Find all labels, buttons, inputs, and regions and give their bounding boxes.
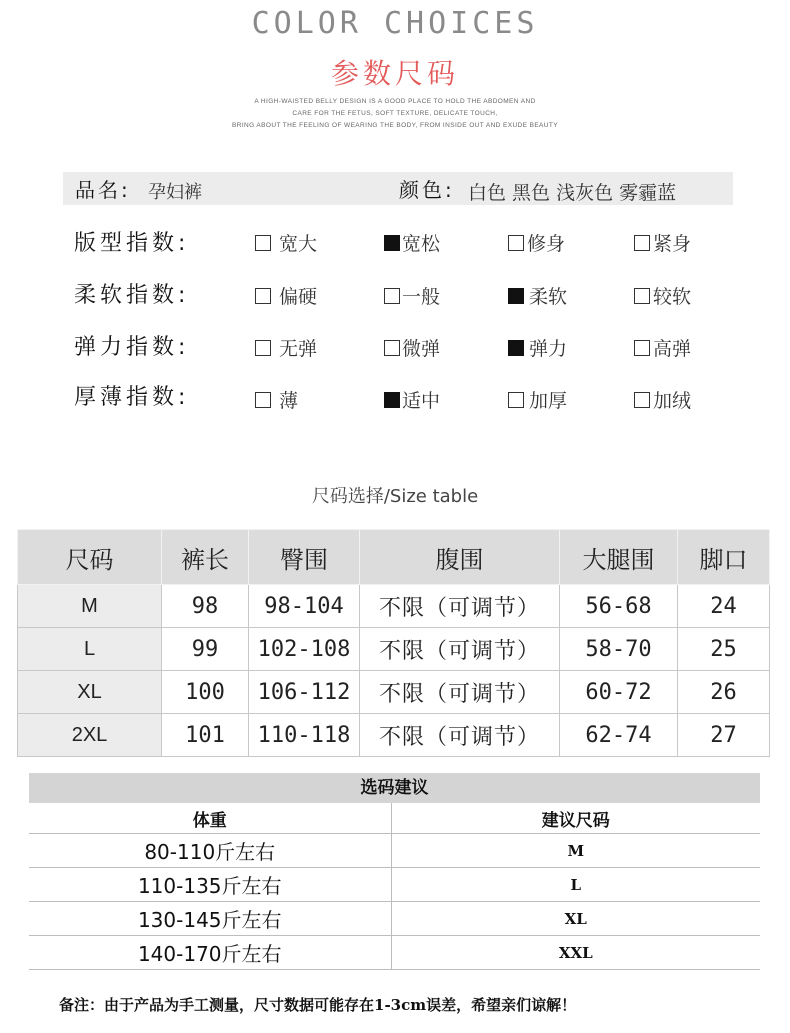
recommendation-title: 选码建议 [29, 773, 760, 803]
weight-cell: 80-110斤左右 [29, 834, 391, 868]
checked-box-icon [508, 340, 524, 356]
table-cell: 不限（可调节） [360, 628, 560, 671]
table-cell: 98 [162, 585, 249, 628]
option-label: 适中 [402, 390, 441, 412]
option-label: 修身 [527, 233, 566, 255]
option-label: 无弹 [279, 338, 318, 360]
option-label: 宽松 [402, 233, 441, 255]
size-cell: XL [391, 902, 760, 936]
table-cell: 62-74 [560, 714, 678, 757]
header-cell: 建议尺码 [391, 803, 760, 834]
option-label: 加绒 [653, 390, 692, 412]
table-cell: 不限（可调节） [360, 585, 560, 628]
subtitle-line-2: CARE FOR THE FETUS, SOFT TEXTURE, DELICATE TOUCH, [292, 110, 498, 117]
checkbox-icon [255, 235, 271, 251]
size-table [17, 529, 770, 757]
header-cell: 脚口 [678, 530, 770, 585]
table-row [29, 834, 760, 868]
checkbox-icon [384, 288, 400, 304]
checkbox-icon [634, 340, 650, 356]
size-cell: M [391, 834, 760, 868]
recommendation-table [29, 803, 760, 970]
table-cell: 27 [678, 714, 770, 757]
size-cell: XL [18, 671, 162, 714]
table-cell: 不限（可调节） [360, 714, 560, 757]
weight-cell: 140-170斤左右 [29, 936, 391, 970]
header-cell: 大腿围 [560, 530, 678, 585]
header-cell: 裤长 [162, 530, 249, 585]
table-cell: 101 [162, 714, 249, 757]
size-cell: L [391, 868, 760, 902]
table-cell: 102-108 [249, 628, 360, 671]
attr-label-softness: 柔软指数: [74, 283, 190, 308]
table-cell: 100 [162, 671, 249, 714]
checkbox-icon [508, 392, 524, 408]
option-soft-3 [508, 282, 567, 309]
header-cell: 体重 [29, 803, 391, 834]
weight-cell: 110-135斤左右 [29, 868, 391, 902]
table-cell: 26 [678, 671, 770, 714]
footer-note: 备注：由于产品为手工测量，尺寸数据可能存在1-3cm误差，希望亲们谅解！ [59, 996, 577, 1014]
option-fit-3 [508, 229, 565, 256]
size-cell: XXL [391, 936, 760, 970]
option-elastic-2 [384, 334, 440, 361]
header-cell: 尺码 [18, 530, 162, 585]
option-label: 紧身 [653, 233, 692, 255]
title-en: COLOR CHOICES [251, 6, 539, 41]
size-table-header-row [18, 530, 770, 585]
header-cell: 腹围 [360, 530, 560, 585]
weight-cell: 130-145斤左右 [29, 902, 391, 936]
option-label: 薄 [279, 390, 299, 412]
option-label: 宽大 [279, 233, 318, 255]
product-color-value: 白色 黑色 浅灰色 雾霾蓝 [468, 182, 677, 204]
recommendation-header-row [29, 803, 760, 834]
option-label: 弹力 [529, 338, 568, 360]
checked-box-icon [384, 235, 400, 251]
table-cell: 110-118 [249, 714, 360, 757]
table-cell: 60-72 [560, 671, 678, 714]
attr-label-elasticity: 弹力指数: [74, 335, 190, 360]
option-thick-4 [634, 386, 691, 413]
checkbox-icon [634, 288, 650, 304]
checkbox-icon [508, 235, 524, 251]
table-cell: 99 [162, 628, 249, 671]
option-elastic-4 [634, 334, 691, 361]
title-cn: 参数尺码 [330, 57, 459, 90]
checkbox-icon [634, 235, 650, 251]
table-row [18, 714, 770, 757]
option-label: 较软 [653, 286, 692, 308]
checkbox-icon [255, 288, 271, 304]
size-cell: 2XL [18, 714, 162, 757]
subtitle-line-3: BRING ABOUT THE FEELING OF WEARING THE BODY, FROM INSIDE OUT AND EXUDE BEAUTY [231, 122, 558, 129]
option-soft-1 [255, 282, 317, 309]
table-row [29, 902, 760, 936]
table-cell: 不限（可调节） [360, 671, 560, 714]
option-elastic-1 [255, 334, 317, 361]
size-cell: L [18, 628, 162, 671]
option-fit-1 [255, 229, 317, 256]
table-row [18, 585, 770, 628]
header-cell: 臀围 [249, 530, 360, 585]
option-thick-2 [384, 386, 440, 413]
table-cell: 98-104 [249, 585, 360, 628]
attr-label-thickness: 厚薄指数: [74, 385, 190, 410]
checked-box-icon [384, 392, 400, 408]
option-fit-2 [384, 229, 440, 256]
table-row [18, 671, 770, 714]
table-cell: 24 [678, 585, 770, 628]
size-cell: M [18, 585, 162, 628]
option-label: 偏硬 [279, 286, 318, 308]
option-label: 微弹 [402, 338, 441, 360]
table-row [29, 868, 760, 902]
checkbox-icon [255, 392, 271, 408]
product-color-label: 颜色: [399, 178, 455, 202]
table-cell: 56-68 [560, 585, 678, 628]
table-cell: 58-70 [560, 628, 678, 671]
option-soft-4 [634, 282, 691, 309]
attr-label-fit: 版型指数: [74, 231, 190, 256]
product-name-value: 孕妇裤 [148, 182, 202, 203]
option-thick-1 [255, 386, 298, 413]
option-label: 一般 [402, 286, 441, 308]
table-cell: 25 [678, 628, 770, 671]
option-elastic-3 [508, 334, 567, 361]
subtitle-line-1: A HIGH-WAISTED BELLY DESIGN IS A GOOD PLACE TO HOLD THE ABDOMEN AND [254, 98, 536, 105]
table-row [18, 628, 770, 671]
option-soft-2 [384, 282, 440, 309]
option-label: 加厚 [529, 390, 568, 412]
table-row [29, 936, 760, 970]
checkbox-icon [255, 340, 271, 356]
size-table-title: 尺码选择/Size table [311, 486, 479, 507]
checkbox-icon [384, 340, 400, 356]
checked-box-icon [508, 288, 524, 304]
option-fit-4 [634, 229, 691, 256]
option-thick-3 [508, 386, 567, 413]
table-cell: 106-112 [249, 671, 360, 714]
option-label: 高弹 [653, 338, 692, 360]
checkbox-icon [634, 392, 650, 408]
option-label: 柔软 [529, 286, 568, 308]
product-name-label: 品名: [75, 178, 131, 202]
